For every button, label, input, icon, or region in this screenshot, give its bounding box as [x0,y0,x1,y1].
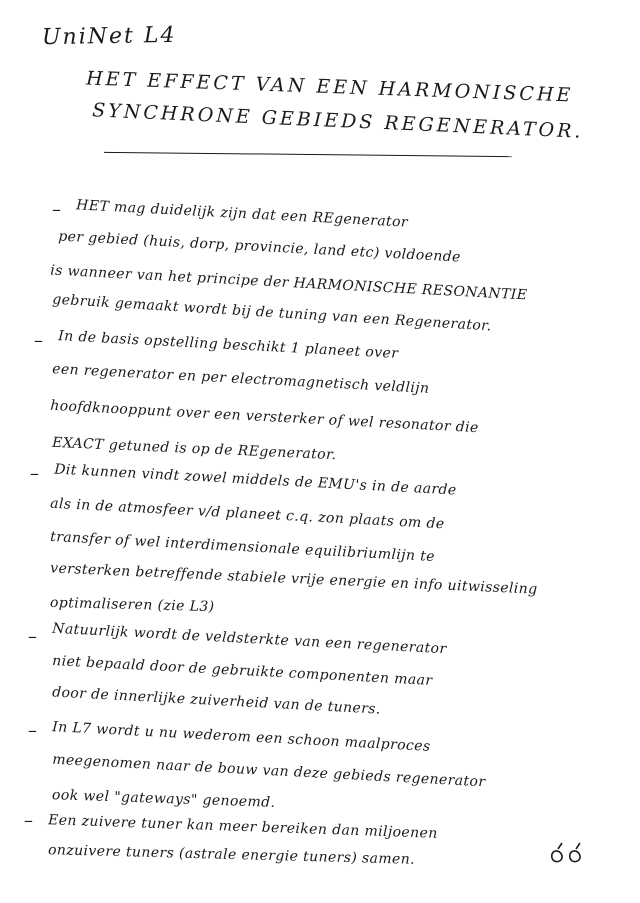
bullet-4-line-2: niet bepaald door de gebruikte componenten maar [51,653,433,689]
bullet-dash: – [28,720,37,741]
bullet-3-line-5: optimaliseren (zie L3) [49,594,215,616]
bullet-5-line-3: ook wel "gateways" genoemd. [51,787,276,811]
bullet-2-line-4: EXACT getuned is op de REgenerator. [51,434,337,464]
bullet-4-line-3: door de innerlijke zuiverheid van de tuners. [51,684,382,718]
bullet-dash: – [34,330,43,351]
bullet-dash: – [24,810,33,831]
bullet-3-line-3: transfer of wel interdimensionale equilibriumlijn te [49,528,436,566]
bullet-dash: – [28,626,37,647]
bullet-1-line-2: per gebied (huis, dorp, provincie, land etc) voldoende [57,228,462,266]
bullet-2-line-2: een regenerator en per electromagnetisch veldlijn [51,361,430,397]
bullet-5-line-2: meegenomen naar de bouw van deze gebieds regenerator [51,751,486,791]
title-line-1: HET EFFECT VAN EEN HARMONISCHE [85,67,574,107]
bullet-3-line-1: Dit kunnen vindt zowel middels de EMU's in de aarde [53,461,457,499]
bullet-2-line-3: hoofdknooppunt over een versterker of wel resonator die [49,397,480,437]
bullet-5-line-1: In L7 wordt u nu wederom een schoon maalproces [51,719,431,755]
bullet-1-line-1: HET mag duidelijk zijn dat een REgenerator [75,197,409,231]
bullet-3-line-4: versterken betreffende stabiele vrije energie en info uitwisseling [49,560,538,598]
bullet-1-line-3: is wanneer van het principe der HARMONISCHE RESONANTIE [49,262,528,304]
bullet-dash: – [52,199,61,220]
title-underline [104,152,512,157]
bullet-3-line-2: als in de atmosfeer v/d planeet c.q. zon plaats om de [49,495,445,533]
bullet-1-line-4: gebruik gemaakt wordt bij de tuning van een Regenerator. [51,291,493,335]
lesson-label: UniNet L4 [41,22,177,51]
bullet-6-line-1: Een zuivere tuner kan meer bereiken dan miljoenen [47,812,438,842]
bullet-dash: – [30,463,39,484]
bullet-6-line-2: onzuivere tuners (astrale energie tuners) samen. [47,842,416,868]
bullet-4-line-1: Natuurlijk wordt de veldsterkte van een regenerator [51,620,447,658]
bullet-2-line-1: In de basis opstelling beschikt 1 planeet over [57,328,399,362]
signature-icon [548,840,588,866]
title-line-2: SYNCHRONE GEBIEDS REGENERATOR. [91,99,584,143]
